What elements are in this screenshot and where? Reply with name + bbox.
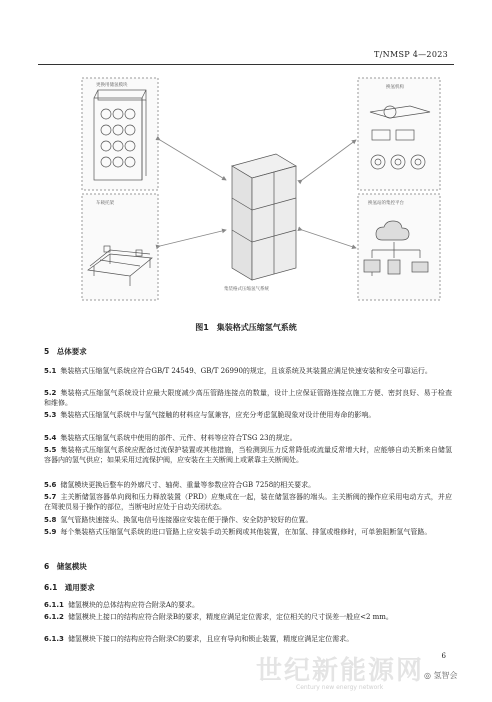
clause-5-2: [44, 388, 452, 409]
clause-text: 储氢模块的总体结构应符合附录A的要求。: [67, 601, 199, 609]
control-platform-box: [358, 194, 440, 300]
clause-5-8: [44, 515, 452, 525]
header-rule: [38, 64, 454, 65]
page-number: 6: [441, 652, 446, 660]
clause-text: 每个集装格式压缩氢气系统的进口管路上应安装手动关断阀或其他装置，在加氢、排氢或维修时，可单独阻断氢气管路。: [60, 528, 432, 536]
clause-text: 储氢模块下接口的结构应符合附录C的要求，且应有导向和锁止装置，精度应满足定位需求。: [67, 635, 354, 643]
vehicle-bracket-label: 车载托架: [96, 201, 114, 206]
diagram-svg: [80, 70, 444, 310]
clause-text: 集装格式压缩氢气系统中与氢气接触的材料应与氢兼容，应充分考虑氢脆现象对设计使用寿命的影响。: [60, 411, 376, 419]
figure-caption: 图1 集装格式压缩氢气系统: [195, 323, 297, 332]
watermark-tag: ◎ 氢智会: [424, 671, 458, 680]
clause-number: 5.1: [44, 367, 57, 375]
clause-5-3: [44, 410, 452, 420]
clause-5-5: [44, 445, 452, 466]
standard-number: T/NMSP 4—2023: [374, 50, 448, 59]
swap-mechanism-label: 换氢机构: [386, 85, 404, 90]
figure-system-diagram: [80, 70, 444, 310]
control-platform-label: 换氢站的集控平台: [368, 201, 404, 206]
watermark-en: Century new energy network: [296, 684, 384, 691]
vehicle-bracket-box: [82, 194, 158, 300]
section-5-title: 5 总体要求: [44, 347, 87, 356]
clause-5-7: [44, 492, 452, 513]
clause-6-1-3: [44, 634, 452, 644]
storage-module-label: 更换用储氢模块: [96, 83, 128, 88]
clause-6-1-1: [44, 600, 452, 610]
clause-number: 5.7: [44, 493, 57, 501]
clause-5-9: [44, 527, 452, 537]
clause-number: 5.2: [44, 389, 57, 397]
clause-6-1-2: [44, 612, 452, 622]
clause-text: 集装格式压缩氢气系统设计应最大限度减少高压管路连接点的数量，设计上应保证管路连接点施工方便、密封良好、易于检查和维修。: [44, 389, 452, 408]
clause-number: 5.3: [44, 411, 57, 419]
clause-number: 5.8: [44, 516, 57, 524]
section-6-1-title: 6.1 通用要求: [44, 583, 95, 592]
clause-text: 集装格式压缩氢气系统应配备过流保护装置或其他措施，当检测到压力反常降低或流量反常增大时，应能够自动关断来自储氢容器内的氢气供应；如果采用过流保护阀，应安装在主关断阀上或紧靠主关断阀处。: [44, 446, 452, 465]
clause-text: 主关断储氢容器单向阀和压力释放装置（PRD）应集成在一起，装在储氢容器的端头。主关断阀的操作应采用电动方式，并应在驾驶员易于操作的部位，当断电时应处于自动关闭状态。: [44, 493, 452, 512]
storage-module-box: [82, 78, 158, 190]
clause-5-4: [44, 433, 452, 443]
clause-text: 集装格式压缩氢气系统应符合GB/T 24549、GB/T 26990的规定，且该系统及其装置应满足快速安装和安全可靠运行。: [60, 367, 432, 375]
clause-text: 储氢模块更换后整车的外廓尺寸、轴荷、重量等参数应符合GB 7258的相关要求。: [60, 481, 316, 489]
clause-number: 5.6: [44, 481, 57, 489]
clause-number: 5.4: [44, 434, 57, 442]
center-system-drawing: [232, 154, 296, 280]
center-system-label: 集装格式压缩氢气系统: [224, 287, 269, 292]
clause-5-6: [44, 480, 452, 490]
section-6-title: 6 储氢模块: [44, 562, 87, 571]
clause-5-1: [44, 366, 452, 376]
swap-mechanism-box: [358, 78, 440, 190]
clause-number: 5.9: [44, 528, 57, 536]
watermark-cn: 世纪新能源网: [256, 656, 425, 686]
clause-number: 6.1.3: [44, 635, 64, 643]
clause-number: 6.1.2: [44, 613, 64, 621]
clause-text: 集装格式压缩氢气系统中使用的部件、元件、材料等应符合TSG 23的规定。: [60, 434, 297, 442]
clause-number: 6.1.1: [44, 601, 64, 609]
clause-text: 氢气管路快速接头、换氢电信号连接器应安装在便于操作、安全防护较好的位置。: [60, 516, 313, 524]
clause-text: 储氢模块上接口的结构应符合附录B的要求，精度应满足定位需求，定位相关的尺寸误差一般应<2 mm。: [67, 613, 393, 621]
clause-number: 5.5: [44, 446, 57, 454]
